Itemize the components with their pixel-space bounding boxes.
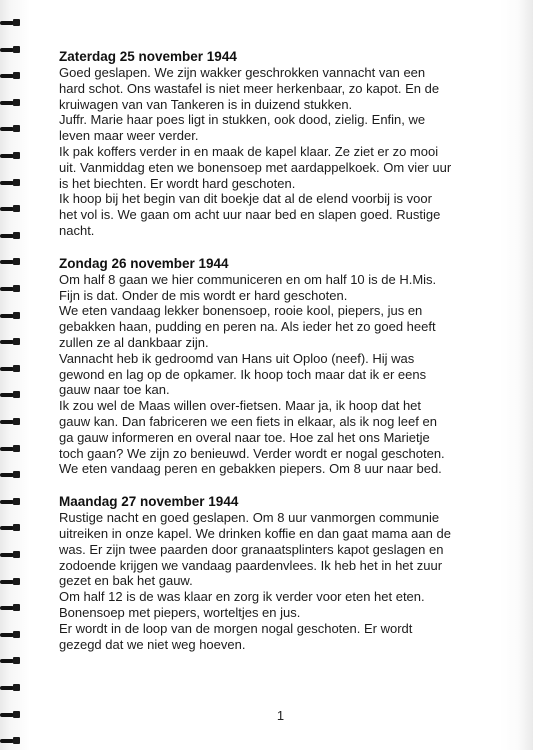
punch-hole [13, 205, 20, 212]
binding-ring [0, 71, 20, 80]
ring-wire [0, 48, 14, 52]
entry-line: Om half 8 gaan we hier communiceren en om half 10 is de H.Mis. [59, 271, 437, 287]
entry-line: gebakken haan, pudding en peren na. Als ieder het zo goed heeft [59, 319, 436, 335]
ring-wire [0, 314, 14, 318]
ring-wire [0, 633, 14, 637]
punch-hole [13, 285, 20, 292]
binding-ring [0, 124, 20, 133]
binding-ring [0, 656, 20, 665]
punch-hole [13, 125, 20, 132]
entry-body [59, 272, 504, 477]
punch-hole [13, 99, 20, 106]
entry-line: gezegd dat we niet weg hoeven. [59, 636, 246, 652]
ring-wire [0, 127, 14, 131]
punch-hole [13, 418, 20, 425]
entry-line: gewond en lag op de opkamer. Ik hoop toch maar dat ik er eens [59, 366, 427, 382]
punch-hole [13, 524, 20, 531]
entry-line: nacht. [59, 222, 95, 238]
ring-wire [0, 101, 14, 105]
ring-wire [0, 260, 14, 264]
punch-hole [13, 578, 20, 585]
ring-wire [0, 739, 14, 743]
entry-line: Ik pak koffers verder in en maak de kapel klaar. Ze ziet er zo mooi [59, 143, 439, 159]
page-edge [518, 0, 533, 750]
binding-ring [0, 364, 20, 373]
binding-ring [0, 523, 20, 532]
binding-ring [0, 178, 20, 187]
entry-line: Vannacht heb ik gedroomd van Hans uit Oploo (neef). Hij was [59, 350, 415, 366]
diary-entry [59, 494, 504, 652]
ring-wire [0, 553, 14, 557]
punch-hole [13, 551, 20, 558]
entry-line: zodoende krijgen we vandaag paardenvlees. Ik heb het in het zuur [59, 557, 443, 573]
entry-line: toch gaan? We zijn zo benieuwd. Verder wordt er nogal geschoten. [59, 445, 445, 461]
ring-wire [0, 367, 14, 371]
entry-line: gezet en bak het gauw. [59, 573, 193, 589]
punch-hole [13, 657, 20, 664]
ring-wire [0, 500, 14, 504]
binding-ring [0, 284, 20, 293]
entry-line: Rustige nacht en goed geslapen. Om 8 uur vanmorgen communie [59, 510, 440, 526]
entry-line: Goed geslapen. We zijn wakker geschrokken vannacht van een [59, 65, 426, 80]
punch-hole [13, 737, 20, 744]
binding-ring [0, 630, 20, 639]
punch-hole [13, 179, 20, 186]
binding-ring [0, 311, 20, 320]
spiral-binding [0, 0, 24, 750]
binding-ring [0, 390, 20, 399]
entry-line: Ik hoop bij het begin van dit boekje dat al de elend voorbij is voor [59, 191, 432, 207]
punch-hole [13, 471, 20, 478]
punch-hole [13, 19, 20, 26]
entry-line: uitreiken in onze kapel. We drinken koffie en dan gaat mama aan de [59, 525, 451, 541]
binding-ring [0, 550, 20, 559]
entry-line: Ik zou wel de Maas willen over-fietsen. Maar ja, ik hoop dat het [59, 398, 422, 414]
binding-ring [0, 98, 20, 107]
ring-wire [0, 393, 14, 397]
punch-hole [13, 312, 20, 319]
ring-wire [0, 21, 14, 25]
entry-line: kruiwagen van van Tankeren is in duizend stukken. [59, 96, 353, 112]
binding-ring [0, 470, 20, 479]
punch-hole [13, 72, 20, 79]
entry-line: Bonensoep met piepers, worteltjes en jus. [59, 604, 301, 620]
ring-wire [0, 686, 14, 690]
binding-ring [0, 231, 20, 240]
punch-hole [13, 604, 20, 611]
entry-line: uit. Vanmiddag eten we bonensoep met aardappelkoek. Om vier uur [59, 159, 452, 175]
binding-ring [0, 257, 20, 266]
entry-heading: Maandag 27 november 1944 [59, 494, 239, 510]
entry-line: Er wordt in de loop van de morgen nogal geschoten. Er wordt [59, 620, 413, 636]
entry-line: is het biechten. Er wordt hard geschoten. [59, 175, 296, 191]
ring-wire [0, 181, 14, 185]
entry-line: gauw kan. Dan fabriceren we een fiets in elkaar, als ik nog leef en [59, 413, 437, 429]
entry-heading: Zondag 26 november 1944 [59, 255, 229, 271]
binding-ring [0, 18, 20, 27]
entry-line: Fijn is dat. Onder de mis wordt er hard geschoten. [59, 287, 348, 303]
binding-ring [0, 417, 20, 426]
punch-hole [13, 365, 20, 372]
ring-wire [0, 340, 14, 344]
binding-ring [0, 603, 20, 612]
binding-ring [0, 683, 20, 692]
binding-ring [0, 151, 20, 160]
entry-heading: Zaterdag 25 november 1944 [59, 49, 237, 64]
ring-wire [0, 154, 14, 158]
binding-ring [0, 577, 20, 586]
punch-hole [13, 684, 20, 691]
punch-hole [13, 258, 20, 265]
punch-hole [13, 46, 20, 53]
ring-wire [0, 234, 14, 238]
entry-line: het vol is. We gaan om acht uur naar bed en slapen goed. Rustige [59, 207, 441, 223]
binding-ring [0, 444, 20, 453]
entry-body [59, 510, 504, 652]
binding-ring [0, 736, 20, 745]
entry-line: We eten vandaag lekker bonensoep, rooie kool, piepers, jus en [59, 303, 423, 319]
binding-ring [0, 204, 20, 213]
entry-line: Om half 12 is de was klaar en zorg ik verder voor eten het eten. [59, 589, 425, 605]
binding-ring [0, 497, 20, 506]
entry-line: Juffr. Marie haar poes ligt in stukken, ook dood, zielig. Enfin, we [59, 112, 426, 128]
binding-ring [0, 337, 20, 346]
ring-wire [0, 287, 14, 291]
punch-hole [13, 391, 20, 398]
punch-hole [13, 631, 20, 638]
entry-body [59, 65, 504, 239]
entry-line: was. Er zijn twee paarden door granaatsplinters kapot geslagen en [59, 541, 444, 557]
entry-line: gauw naar toe kan. [59, 382, 170, 398]
entry-line: We eten vandaag peren en gebakken piepers. Om 8 uur naar bed. [59, 461, 442, 477]
punch-hole [13, 232, 20, 239]
ring-wire [0, 420, 14, 424]
ring-wire [0, 526, 14, 530]
ring-wire [0, 606, 14, 610]
binding-ring [0, 45, 20, 54]
punch-hole [13, 498, 20, 505]
entry-line: ga gauw informeren en overal naar toe. Hoe zal het ons Marietje [59, 429, 430, 445]
ring-wire [0, 207, 14, 211]
entry-line: hard schot. Ons wastafel is niet meer herkenbaar, zo kapot. En de [59, 80, 440, 96]
punch-hole [13, 152, 20, 159]
page-number: 1 [276, 708, 285, 723]
ring-wire [0, 74, 14, 78]
diary-entry [59, 256, 504, 477]
diary-entry [59, 49, 504, 239]
entry-line: leven maar weer verder. [59, 128, 199, 144]
ring-wire [0, 580, 14, 584]
entry-line: zullen ze al dankbaar zijn. [59, 334, 209, 350]
ring-wire [0, 659, 14, 663]
diary-content [59, 49, 504, 669]
punch-hole [13, 445, 20, 452]
ring-wire [0, 447, 14, 451]
punch-hole [13, 338, 20, 345]
ring-wire [0, 473, 14, 477]
